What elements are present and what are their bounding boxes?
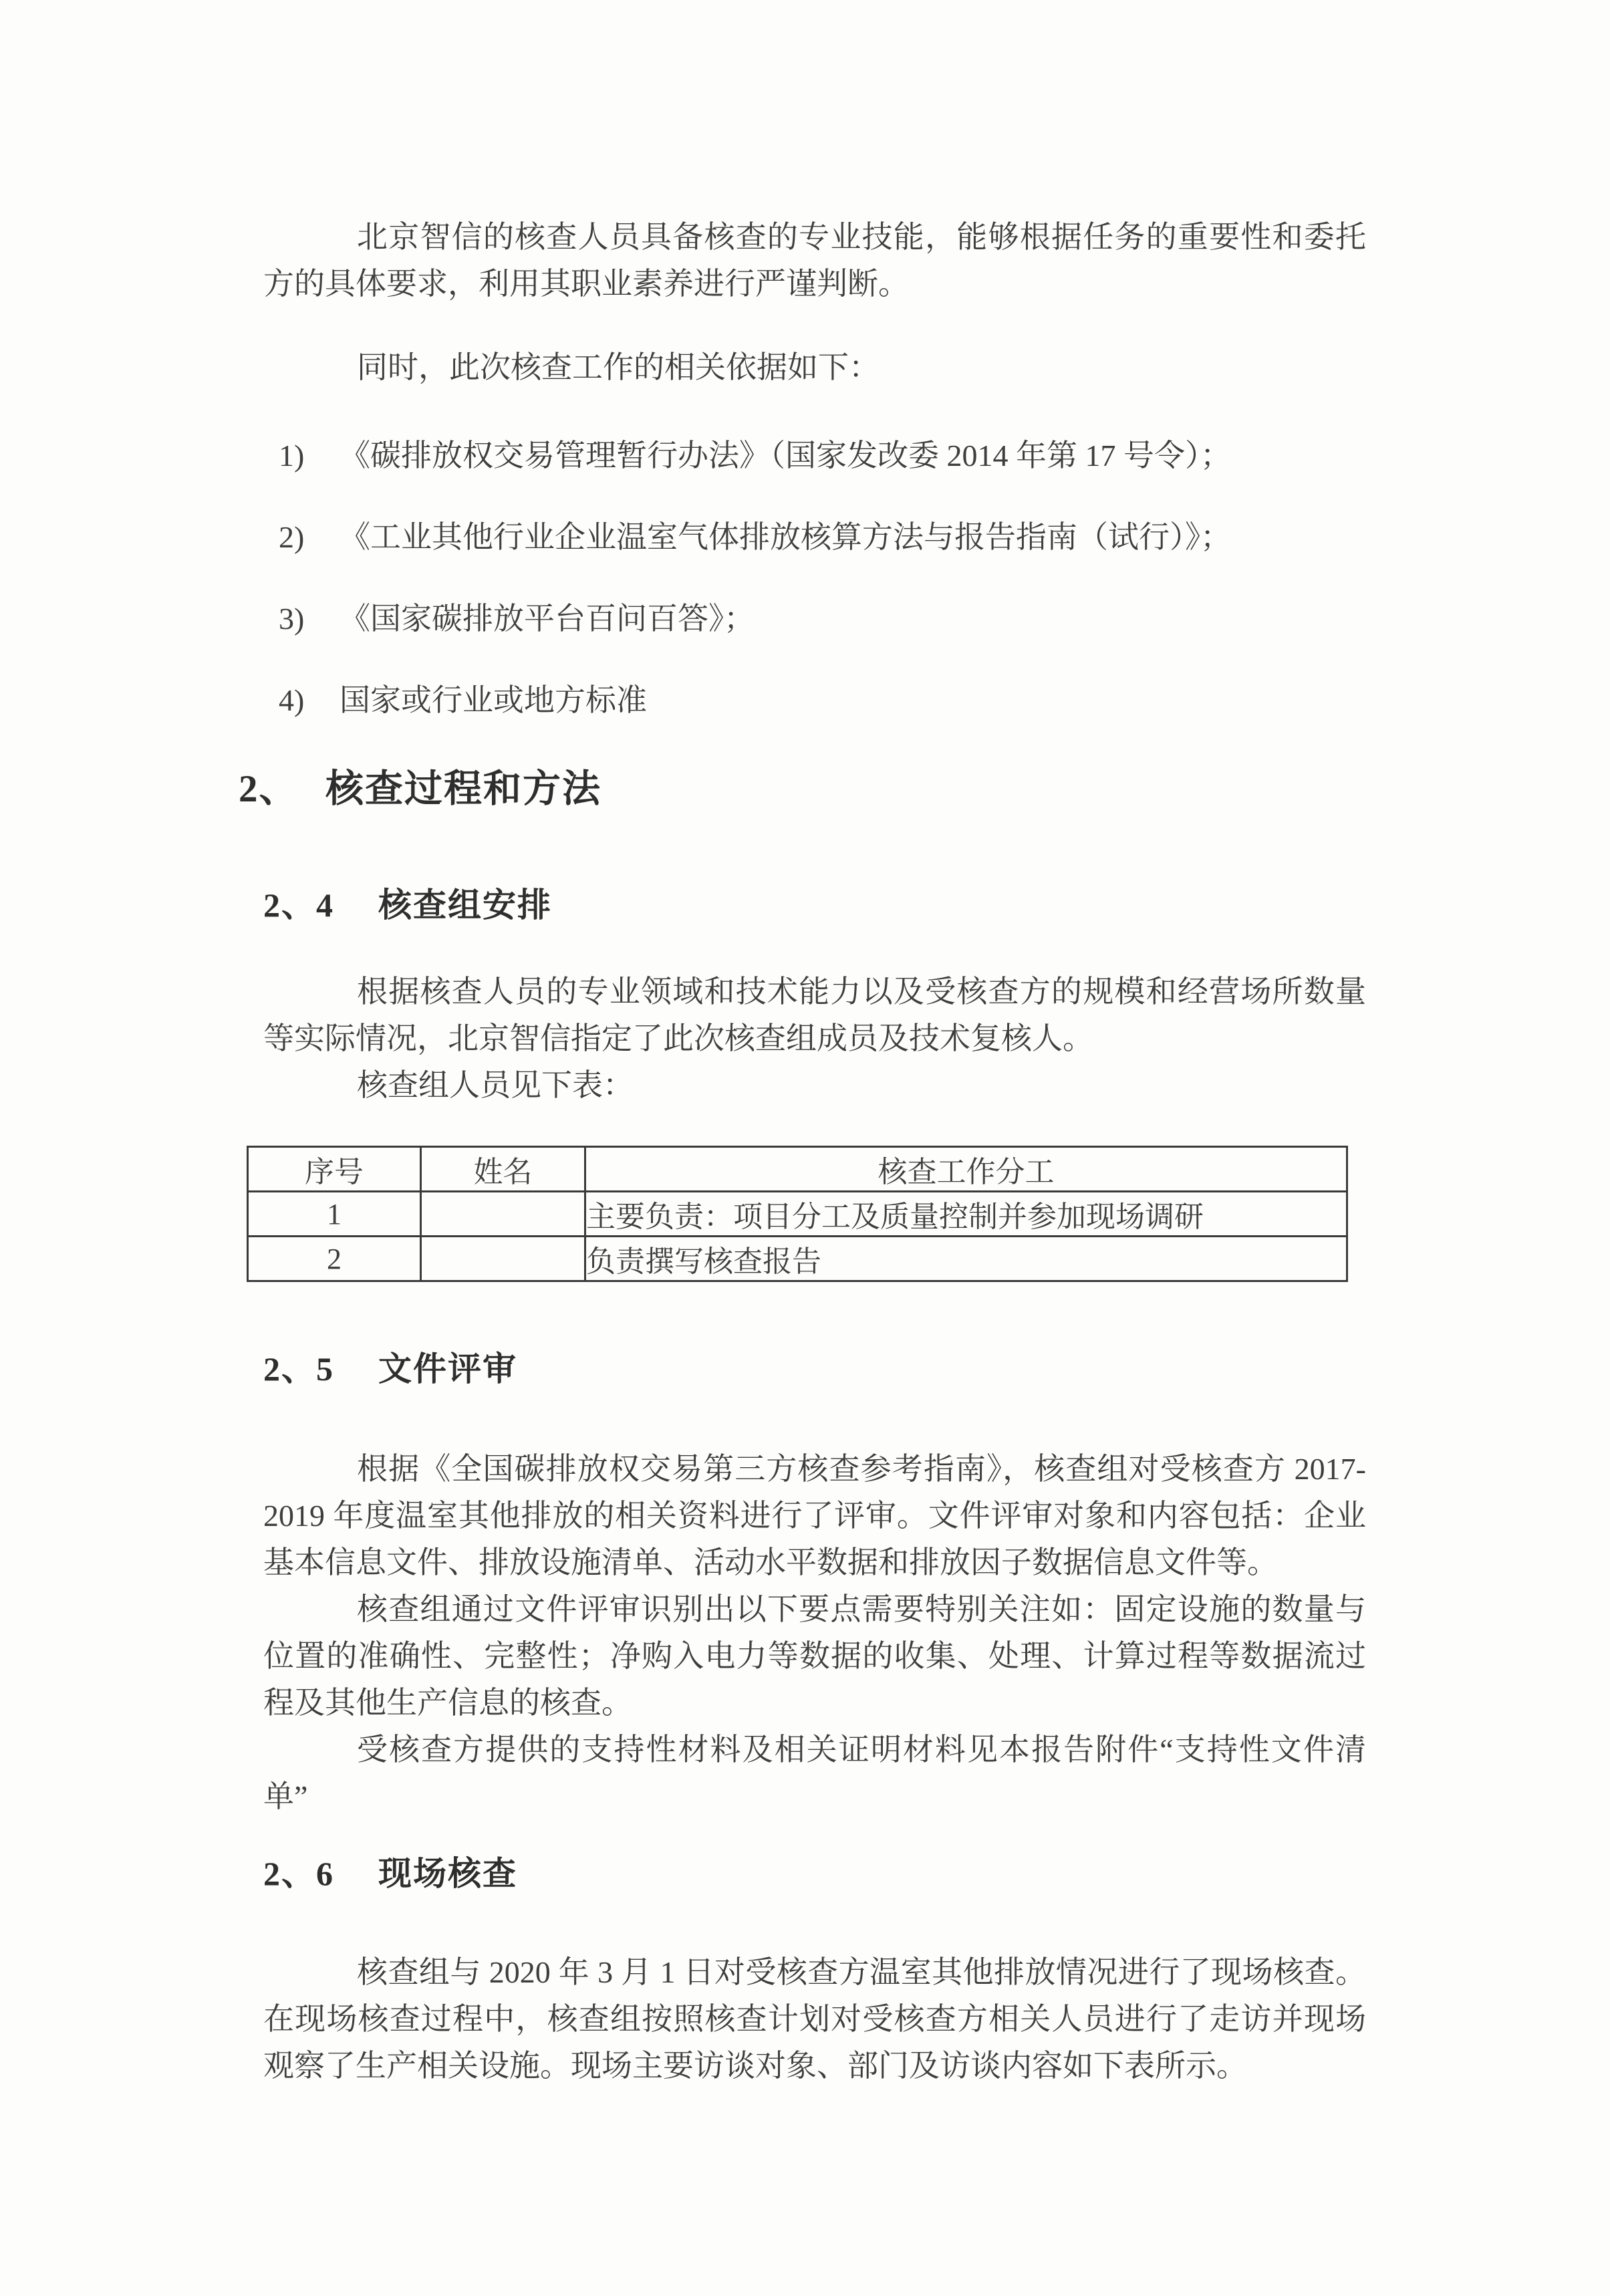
table-row xyxy=(248,1192,1347,1237)
list-item xyxy=(263,514,1366,561)
table-header-duty: 核查工作分工 xyxy=(585,1147,1347,1192)
table-header-row xyxy=(248,1147,1347,1192)
table-header-no: 序号 xyxy=(248,1147,421,1192)
section-number: 2、5 xyxy=(263,1350,334,1388)
section-heading-team xyxy=(263,882,1366,928)
section-title: 核查组安排 xyxy=(378,886,552,924)
list-item-text: 国家或行业或地方标准 xyxy=(340,683,647,717)
section-title: 现场核查 xyxy=(378,1855,517,1892)
section-title: 文件评审 xyxy=(378,1350,517,1388)
section-title: 核查过程和方法 xyxy=(325,768,601,810)
cell-duty: 负责撰写核查报告 xyxy=(585,1237,1347,1281)
section-heading-docreview xyxy=(263,1346,1366,1392)
section-heading-onsite xyxy=(263,1850,1366,1897)
list-item-number: 4) xyxy=(279,683,305,717)
section-heading-process xyxy=(239,764,1366,815)
section-number: 2、6 xyxy=(263,1855,334,1892)
page-content xyxy=(239,0,1366,2089)
cell-no: 1 xyxy=(248,1192,421,1237)
list-item-number: 2) xyxy=(279,520,305,554)
section-number: 2、4 xyxy=(263,886,334,924)
paragraph-basis-intro: 同时，此次核查工作的相关依据如下： xyxy=(357,350,880,384)
team-table xyxy=(247,1146,1348,1282)
paragraph-team-selection: 根据核查人员的专业领域和技术能力以及受核查方的规模和经营场所数量等实际情况，北京智信指定了此次核查组成员及技术复核人。 xyxy=(263,975,1366,1055)
list-item-number: 3) xyxy=(279,602,305,636)
cell-name xyxy=(421,1237,585,1281)
paragraph-onsite-visit: 核查组与 2020 年 3 月 1 日对受核查方温室其他排放情况进行了现场核查。在现场核查过程中，核查组按照核查计划对受核查方相关人员进行了走访并现场观察了生产相关设施。现场主要访谈对象、部门及访谈内容如下表所示。 xyxy=(263,1955,1366,2083)
list-item-text: 《工业其他行业企业温室气体排放核算方法与报告指南（试行）》； xyxy=(340,520,1231,554)
cell-name xyxy=(421,1192,585,1237)
list-item xyxy=(263,432,1366,479)
cell-duty: 主要负责：项目分工及质量控制并参加现场调研 xyxy=(585,1192,1347,1237)
table-row xyxy=(248,1237,1347,1281)
paragraph-docreview-materials: 受核查方提供的支持性材料及相关证明材料见本报告附件“支持性文件清单” xyxy=(263,1733,1366,1813)
paragraph-team-table-note: 核查组人员见下表： xyxy=(357,1068,634,1102)
list-item xyxy=(263,677,1366,724)
list-item-number: 1) xyxy=(279,438,305,473)
paragraph-docreview-scope: 根据《全国碳排放权交易第三方核查参考指南》，核查组对受核查方 2017-2019 年度温室其他排放的相关资料进行了评审。文件评审对象和内容包括：企业基本信息文件、排放设施清单、活动水平数据和排放因子数据信息文件等。 xyxy=(263,1452,1366,1579)
cell-no: 2 xyxy=(248,1237,421,1281)
section-number: 2、 xyxy=(239,768,299,810)
list-item xyxy=(263,596,1366,642)
list-item-text: 《国家碳排放平台百问百答》； xyxy=(340,602,755,636)
list-item-text: 《碳排放权交易管理暂行办法》（国家发改委 2014 年第 17 号令）； xyxy=(340,438,1231,473)
basis-list xyxy=(263,432,1366,724)
paragraph-docreview-focus: 核查组通过文件评审识别出以下要点需要特别关注如：固定设施的数量与位置的准确性、完整性；净购入电力等数据的收集、处理、计算过程等数据流过程及其他生产信息的核查。 xyxy=(263,1592,1366,1720)
table-header-name: 姓名 xyxy=(421,1147,585,1192)
paragraph-verifier-competence: 北京智信的核查人员具备核查的专业技能，能够根据任务的重要性和委托方的具体要求，利用其职业素养进行严谨判断。 xyxy=(263,220,1366,301)
